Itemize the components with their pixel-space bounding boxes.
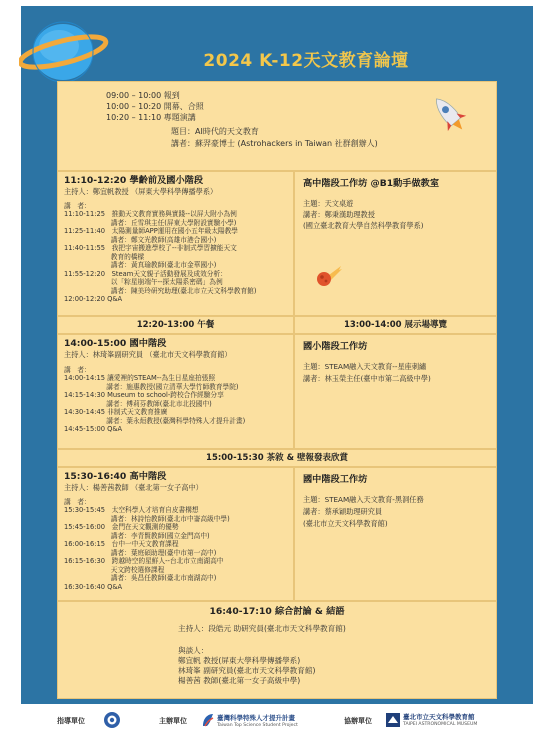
museum-name: 臺北市立天文科學教育館 [403, 713, 475, 721]
agenda-line: 11:55-12:20 Steam天文親子活動發展及成效分析： [64, 269, 227, 278]
agenda-line: 14:30-14:45 非制式天文教育推廣 [64, 408, 168, 417]
program-name-en: Taiwan Top Science Student Project [217, 723, 298, 728]
opening-line: 09:00 – 10:00 報到 [106, 91, 180, 100]
workshop-org: (臺北市立天文科學教育館) [303, 519, 388, 528]
agenda-line: 講 者： [64, 365, 91, 374]
lunch-band [57, 316, 294, 334]
agenda-line: 14:45-15:00 Q&A [64, 425, 123, 434]
agenda-line: 講 者： [64, 201, 91, 210]
panelist: 楊善茜 教師(臺北第一女子高級中學) [178, 676, 301, 685]
meteor-icon [315, 264, 343, 288]
agenda-line: 講者：鄭文光教師(高雄市港合國小) [64, 235, 217, 244]
closing-section [57, 601, 497, 699]
lunch-label: 12:20-13:00 午餐 [136, 320, 215, 330]
closing-host: 主持人：段皓元 助研究員(臺北市天文科學教育館) [178, 624, 346, 633]
program-name: 臺灣科學特殊人才提升計畫 [217, 714, 295, 722]
session-junior [57, 334, 294, 449]
agenda-line: 11:25-11:40 太陽測量師APP運用在國小五年級太陽教學 [64, 227, 238, 236]
session-title: 14:00-15:00 國中階段 [64, 338, 167, 349]
session-host: 主持人：鄭宜帆教授 （屏東大學科學傳播學系） [64, 187, 218, 196]
opening-line: 10:20 – 11:10 專題演講 [106, 113, 196, 122]
workshop-title: 國小階段工作坊 [303, 341, 368, 352]
workshop-speaker: 講者：鄭秉漢助理教授 [303, 210, 375, 219]
workshop-speaker: 講者：林玉榮主任(臺中市第二高級中學) [303, 374, 431, 383]
agenda-line: 14:00-14:15 讓愛裡的STEAM--為生日星座拍張照 [64, 374, 216, 383]
planet-illustration [19, 14, 109, 84]
tour-band [294, 316, 497, 334]
agenda-line: 16:00-16:15 台中一中天文教育課程 [64, 540, 179, 549]
workshop-speaker: 講者：蔡承穎助理研究員 [303, 507, 383, 516]
ministry-logo [103, 710, 121, 730]
session-host: 主持人：楊善茜教師 （臺北第一女子高中） [64, 483, 203, 492]
session-elementary [57, 171, 294, 316]
agenda-line: 講者：黃真瑜教師(臺北市金華國小) [64, 261, 217, 270]
agenda-line: 講者：李青賢教師(國立金門高中) [64, 531, 210, 540]
agenda-line: 以「粽星崩端午--探太陽系密碼」為例 [64, 278, 223, 287]
agenda-line: 講者：林詩怡教師(臺北市中崙高級中學) [64, 514, 230, 523]
rocket-icon [430, 92, 470, 138]
museum-name-en: TAIPEI ASTRONOMICAL MUSEUM [403, 722, 478, 727]
agenda-line: 講者：吳昌任教師(臺北市南湖高中) [64, 574, 217, 583]
session-title: 15:30-16:40 高中階段 [64, 471, 167, 482]
agenda-line: 講者：葉庭碩助理(臺中市第一高中) [64, 548, 217, 557]
agenda-line: 15:45-16:00 金門在天文觀測的優勢 [64, 523, 179, 532]
keynote-topic: 題目：AI時代的天文教育 [171, 127, 259, 136]
museum-logo-icon [385, 712, 401, 728]
opening-line: 10:00 – 10:20 開幕、合照 [106, 102, 204, 111]
agenda-line: 15:30-15:45 太空科學人才培育自皮書構想 [64, 506, 199, 515]
agenda-line: 天文跨校選修課程 [64, 565, 165, 574]
agenda-line: 講 者： [64, 497, 91, 506]
tea-band [57, 449, 497, 467]
session-title: 11:10-12:20 學齡前及國小階段 [64, 175, 204, 186]
host-label: 主辦單位 [159, 717, 187, 725]
agenda-line: 教育的橋樑 [64, 252, 145, 261]
tea-label: 15:00-15:30 茶敘 & 壁報發表欣賞 [206, 453, 348, 463]
workshop-highschool [294, 171, 497, 316]
session-host: 主持人：林琦峯副研究員 （臺北市天文科學教育館） [64, 350, 232, 359]
closing-title: 16:40-17:10 綜合討論 & 結語 [209, 606, 345, 617]
agenda-line: 14:15-14:30 Museum to school-跨校合作經驗分享 [64, 391, 224, 400]
panel-label: 與談人： [178, 646, 209, 655]
workshop-title: 高中階段工作坊 @B1動手做教室 [303, 178, 440, 189]
poster [21, 6, 533, 736]
workshop-junior [294, 467, 497, 601]
agenda-line: 講者：傅莉芬教師(臺北市北投國中) [64, 399, 212, 408]
agenda-line: 講者：葉永烜教授(臺灣科學特殊人才提升計畫) [64, 416, 246, 425]
agenda-line: 11:10-11:25 推動天文教育實務與實踐--以屏大附小為例 [64, 210, 237, 219]
workshop-theme: 主題：天文桌遊 [303, 199, 354, 208]
tour-label: 13:00-14:00 展示場導覽 [343, 320, 448, 330]
workshop-theme: 主題：STEAM融入天文教育-黑洞任務 [303, 495, 424, 504]
session-senior [57, 467, 294, 601]
workshop-theme: 主題：STEAM融入天文教育--星座刺繡 [303, 362, 427, 371]
footer [21, 704, 533, 736]
guide-label: 指導單位 [57, 717, 85, 725]
workshop-org: (國立臺北教育大學自然科學教育學系) [303, 221, 424, 230]
agenda-line: 講者：丘雪琪主任(屏東大學附設實驗小學) [64, 218, 237, 227]
agenda-line: 講者：施惠教授(國立清華大學竹師教育學院) [64, 382, 239, 391]
panelist: 鄭宜帆 教授(屏東大學科學傳播學系) [178, 656, 301, 665]
page-title: 2024 K-12天文教育論壇 [203, 51, 409, 71]
agenda-line: 11:40-11:55 我把宇宙搬進學校了--非制式學習擴能天文 [64, 244, 237, 253]
agenda-line: 16:15-16:30 跨越時空的星鮮人--台北市立南湖高中 [64, 557, 224, 566]
workshop-title: 國中階段工作坊 [303, 474, 368, 485]
program-logo-icon [201, 712, 215, 728]
workshop-elementary [294, 334, 497, 449]
agenda-line: 12:00-12:20 Q&A [64, 295, 123, 304]
agenda-line: 16:30-16:40 Q&A [64, 582, 123, 591]
agenda-line: 講者：陳美玲研究助理(臺北市立天文科學教育館) [64, 286, 257, 295]
keynote-speaker: 講者：蘇羿豪博士 (Astrohackers in Taiwan 社群創辦人) [171, 139, 378, 148]
opening-section [57, 81, 497, 171]
co-organizer-label: 協辦單位 [344, 717, 372, 725]
panelist: 林琦峯 副研究員(臺北市天文科學教育館) [178, 666, 316, 675]
